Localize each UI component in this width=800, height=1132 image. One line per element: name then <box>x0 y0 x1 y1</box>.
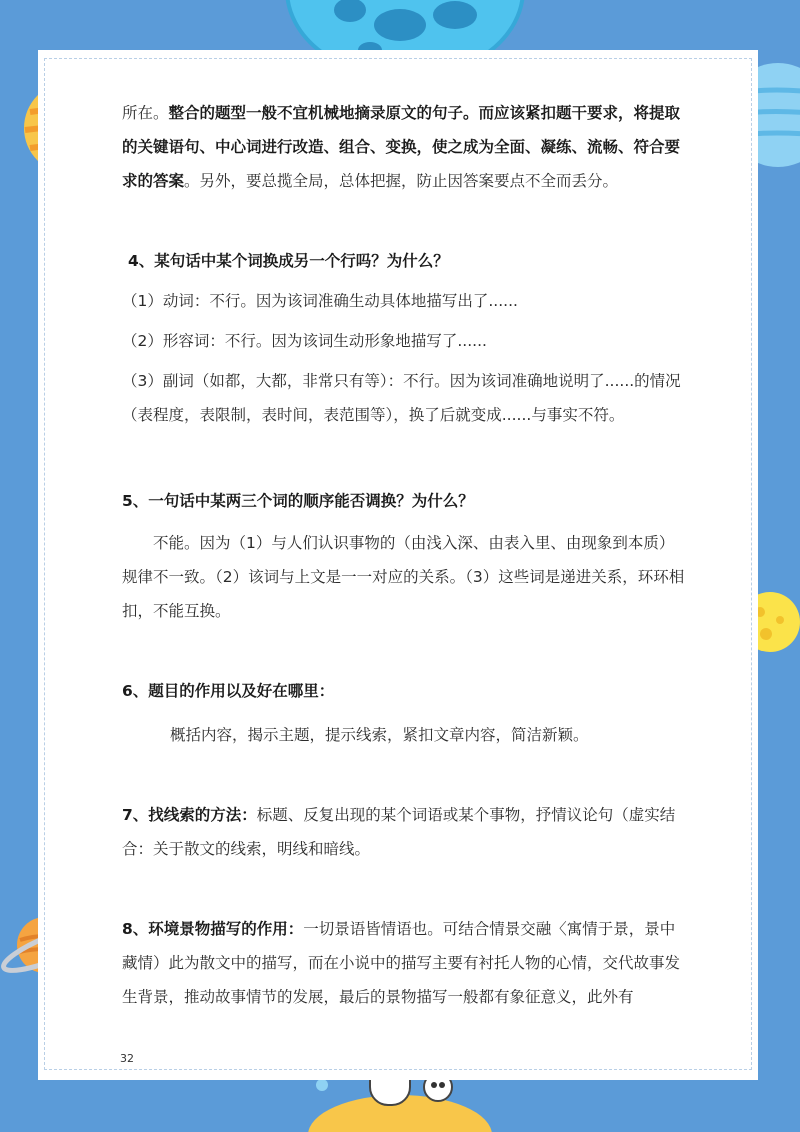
section-5-heading: 5、一句话中某两三个词的顺序能否调换？为什么？ <box>122 492 474 510</box>
intro-paragraph <box>122 96 688 198</box>
section-6-body: 概括内容，揭示主题，提示线索，紧扣文章内容，简洁新颖。 <box>170 726 589 744</box>
section-7-body: 标题、反复出现的某个词语或某个事物，抒情议论句（虚实结合：关于散文的线索，明线和暗线。 <box>122 806 676 858</box>
section-4-item-2: （2）形容词：不行。因为该词生动形象地描写了...... <box>122 332 487 350</box>
section-4 <box>122 244 688 432</box>
section-6-heading: 6、题目的作用以及好在哪里： <box>122 682 335 700</box>
section-5-body: 不能。因为（1）与人们认识事物的（由浅入深、由表入里、由现象到本质）规律不一致。（2）该词与上文是一一对应的关系。（3）这些词是递进关系，环环相扣，不能互换。 <box>122 534 685 620</box>
intro-bold-text: 整合的题型一般不宜机械地摘录原文的句子。而应该紧扣题干要求，将提取的关键语句、中心词进行改造、组合、变换，使之成为全面、凝练、流畅、符合要求的答案 <box>122 104 681 190</box>
section-4-item-1: （1）动词：不行。因为该词准确生动具体地描写出了...... <box>122 292 518 310</box>
intro-text: 所在。 <box>122 104 169 122</box>
page-number: 32 <box>120 1052 134 1065</box>
section-7-heading: 7、找线索的方法： <box>122 806 257 824</box>
section-4-heading: 4、某句话中某个词换成另一个行吗？为什么？ <box>128 252 449 270</box>
section-8 <box>122 912 688 1014</box>
section-7 <box>122 798 688 866</box>
section-8-body: 一切景语皆情语也。可结合情景交融〈寓情于景，景中藏情）此为散文中的描写，而在小说中的描写主要有衬托人物的心情，交代故事发生背景，推动故事情节的发展，最后的景物描写一般都有象征意义，此外有 <box>122 920 681 1006</box>
section-4-item-3: （3）副词（如都，大都，非常只有等）：不行。因为该词准确地说明了......的情况（表程度，表限制，表时间，表范围等），换了后就变成......与事实不符。 <box>122 372 681 424</box>
intro-tail-text: 。另外，要总揽全局，总体把握，防止因答案要点不全而丢分。 <box>184 172 619 190</box>
section-8-heading: 8、环境景物描写的作用： <box>122 920 304 938</box>
section-6 <box>122 674 688 752</box>
section-5 <box>122 484 688 628</box>
